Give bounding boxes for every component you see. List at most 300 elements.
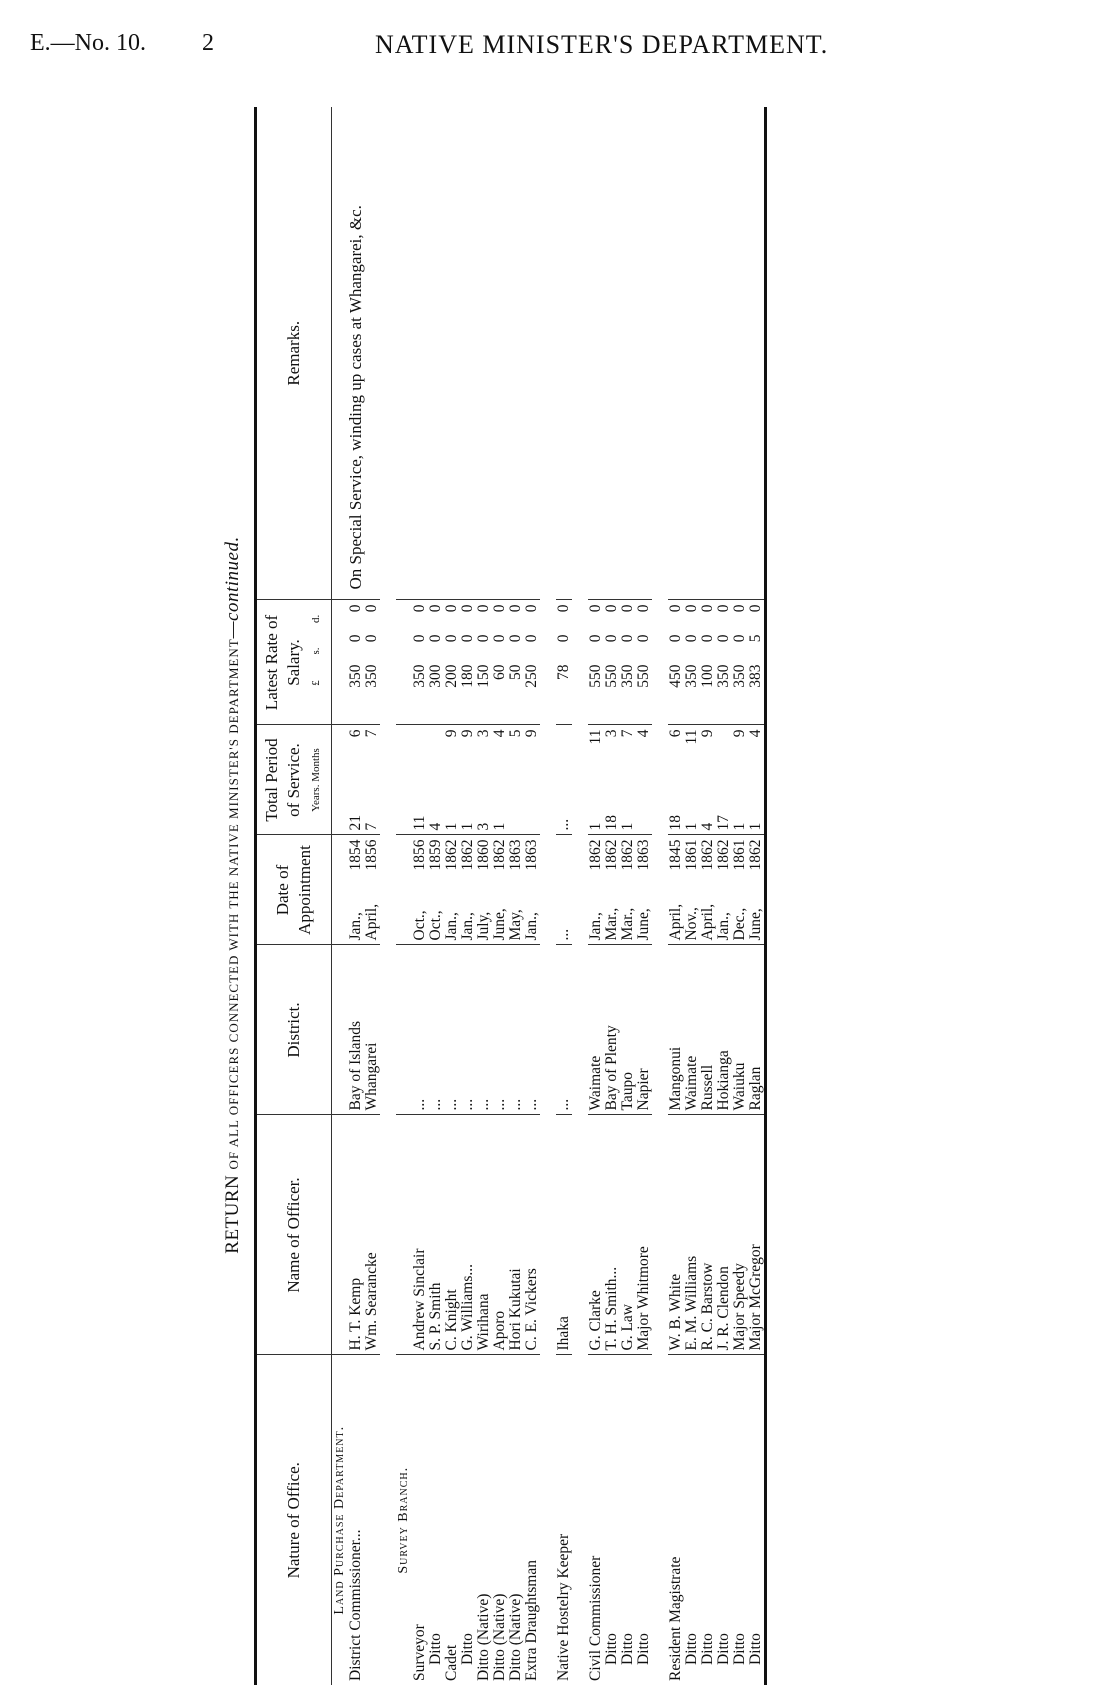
salary-shillings: 0: [475, 634, 492, 643]
appointment-date-cell: [364, 835, 380, 945]
remarks-cell: [492, 107, 508, 600]
district-cell: Waiuku: [732, 945, 748, 1115]
salary-shillings: 0: [635, 634, 652, 643]
table-row: [476, 107, 492, 1685]
service-period-cell: [508, 725, 524, 835]
salary-unit-shillings: s.: [310, 647, 322, 655]
officer-name-cell: G. Clarke: [588, 1115, 604, 1355]
table-row: [636, 107, 652, 1685]
appointment-date-cell: [588, 835, 604, 945]
office-cell: Ditto: [635, 1633, 652, 1665]
appointment-date-cell: [636, 835, 652, 945]
salary-pounds: 180: [459, 664, 476, 688]
service-years: ...: [555, 818, 572, 831]
appointment-date-cell: [428, 835, 444, 945]
service-period-cell: [700, 725, 716, 835]
salary-shillings: 0: [523, 634, 540, 643]
officers-return-table: [254, 107, 767, 1685]
officer-name-cell: G. Law: [620, 1115, 636, 1355]
appointment-month: July,: [475, 911, 492, 941]
salary-pence: 0: [443, 604, 460, 613]
appointment-month: Oct.,: [411, 910, 428, 941]
salary-pounds: 350: [363, 664, 380, 688]
appointment-month: June,: [635, 908, 652, 941]
officer-name-cell: T. H. Smith...: [604, 1115, 620, 1355]
table-row: [700, 107, 716, 1685]
empty-cell: [396, 107, 412, 600]
salary-shillings: 0: [427, 634, 444, 643]
remarks-cell: [476, 107, 492, 600]
salary-shillings: 0: [411, 634, 428, 643]
service-months: 11: [587, 729, 604, 745]
salary-shillings: 0: [555, 634, 572, 643]
salary-pence: 0: [491, 604, 508, 613]
service-months: 9: [523, 729, 540, 738]
service-years: 1: [683, 822, 700, 831]
appointment-date-cell: [348, 835, 364, 945]
district-cell: Raglan: [748, 945, 766, 1115]
salary-pounds: 550: [587, 664, 604, 688]
office-cell: Ditto (Native): [507, 1593, 524, 1681]
service-period-cell: [748, 725, 766, 835]
column-header-name: Name of Officer.: [256, 1115, 332, 1355]
column-header-salary: [256, 600, 332, 725]
table-row: [668, 107, 684, 1685]
service-months: 5: [507, 729, 524, 738]
remarks-cell: [588, 107, 604, 600]
salary-pence: 0: [363, 604, 380, 613]
service-years: 1: [459, 822, 476, 831]
district-cell: Hokianga: [716, 945, 732, 1115]
service-period-cell: [460, 725, 476, 835]
district-cell: Mangonui: [668, 945, 684, 1115]
table-row: [748, 107, 766, 1685]
appointment-year: 1860: [475, 839, 492, 871]
spacer-cell: [652, 107, 668, 1685]
appointment-year: 1856: [411, 839, 428, 871]
salary-shillings: 0: [731, 634, 748, 643]
section-heading-text: Survey Branch.: [396, 1466, 411, 1574]
appointment-year: 1863: [507, 839, 524, 871]
empty-cell: [396, 835, 412, 945]
appointment-year: 1859: [427, 839, 444, 871]
appointment-year: 1862: [459, 839, 476, 871]
salary-cell: [524, 600, 540, 725]
salary-pence: 0: [555, 604, 572, 613]
salary-pence: 0: [747, 604, 764, 613]
column-header-period-label: Total Period of Service.: [262, 738, 303, 822]
office-cell: Extra Draughtsman: [523, 1560, 540, 1681]
service-period-cell: [428, 725, 444, 835]
spacer-cell: [572, 107, 588, 1685]
office-cell: Ditto: [619, 1633, 636, 1665]
service-period-cell: [620, 725, 636, 835]
salary-unit-pounds: £: [310, 680, 322, 686]
salary-cell: [348, 600, 364, 725]
salary-shillings: 0: [715, 634, 732, 643]
service-months: 4: [491, 729, 508, 738]
service-years: 1: [619, 822, 636, 831]
remarks-cell: [428, 107, 444, 600]
office-cell: [364, 1355, 380, 1685]
office-cell: Ditto: [699, 1633, 716, 1665]
salary-pence: 0: [475, 604, 492, 613]
service-months: 4: [747, 729, 764, 738]
remarks-cell: [556, 107, 572, 600]
remarks-cell: [684, 107, 700, 600]
salary-shillings: 0: [491, 634, 508, 643]
salary-pence: 0: [411, 604, 428, 613]
salary-pence: 0: [731, 604, 748, 613]
officer-name-cell: Aporo: [492, 1115, 508, 1355]
section-spacer: [572, 107, 588, 1685]
rotated-return-table-area: [82, 95, 1092, 1695]
salary-pounds: 150: [475, 664, 492, 688]
appointment-date-cell: [524, 835, 540, 945]
table-row: [364, 107, 380, 1685]
service-years: 4: [427, 822, 444, 831]
district-cell: ...: [508, 945, 524, 1115]
service-period-cell: [412, 725, 428, 835]
district-cell: ...: [444, 945, 460, 1115]
service-period-cell: [524, 725, 540, 835]
appointment-year: 1862: [715, 839, 732, 871]
section-spacer: [652, 107, 668, 1685]
table-body: [332, 107, 766, 1685]
table-row: [412, 107, 428, 1685]
salary-cell: [444, 600, 460, 725]
appointment-year: 1861: [683, 839, 700, 871]
service-months: 7: [363, 729, 380, 738]
table-row: [348, 107, 364, 1685]
officer-name-cell: S. P. Smith: [428, 1115, 444, 1355]
return-title-lead: RETURN: [222, 1174, 243, 1254]
remarks-cell: [460, 107, 476, 600]
service-months: 4: [635, 729, 652, 738]
appointment-year: 1845: [667, 839, 684, 871]
district-cell: ...: [428, 945, 444, 1115]
officer-name-cell: C. Knight: [444, 1115, 460, 1355]
district-cell: ...: [524, 945, 540, 1115]
appointment-month: Jan.,: [587, 912, 604, 941]
column-header-date: Date of Appointment: [256, 835, 332, 945]
remarks-cell: [444, 107, 460, 600]
appointment-month: Jan.,: [715, 912, 732, 941]
salary-pounds: 350: [619, 664, 636, 688]
service-years: 11: [411, 815, 428, 831]
appointment-month: April,: [699, 903, 716, 941]
appointment-date-cell: [748, 835, 766, 945]
table-row: [732, 107, 748, 1685]
empty-cell: [396, 1115, 412, 1355]
appointment-month: Dec.,: [731, 907, 748, 941]
service-period-cell: [684, 725, 700, 835]
remarks-cell: [604, 107, 620, 600]
remarks-cell: [668, 107, 684, 600]
service-years: 4: [699, 822, 716, 831]
empty-cell: [396, 725, 412, 835]
empty-cell: [332, 600, 349, 725]
officer-name-cell: E. M. Williams: [684, 1115, 700, 1355]
table-row: [588, 107, 604, 1685]
remarks-cell: [732, 107, 748, 600]
salary-cell: [732, 600, 748, 725]
office-cell: Ditto: [748, 1355, 766, 1685]
remarks-cell: [620, 107, 636, 600]
officer-name-cell: W. B. White: [668, 1115, 684, 1355]
appointment-month: Jan.,: [523, 912, 540, 941]
appointment-year: 1862: [619, 839, 636, 871]
appointment-month: ...: [555, 928, 572, 941]
district-cell: Whangarei: [364, 945, 380, 1115]
salary-pounds: 350: [347, 664, 364, 688]
empty-cell: [332, 725, 349, 835]
column-header-district: District.: [256, 945, 332, 1115]
salary-pounds: 450: [667, 664, 684, 688]
appointment-year: 1862: [491, 839, 508, 871]
officer-name-cell: R. C. Barstow: [700, 1115, 716, 1355]
table-row: [460, 107, 476, 1685]
salary-cell: [604, 600, 620, 725]
return-title: [222, 95, 244, 1695]
salary-pounds: 350: [715, 664, 732, 688]
appointment-date-cell: [444, 835, 460, 945]
appointment-month: Mar.,: [603, 907, 620, 941]
salary-pence: 0: [459, 604, 476, 613]
salary-pounds: 250: [523, 664, 540, 688]
office-cell: Native Hostelry Keeper: [555, 1533, 572, 1681]
salary-pence: 0: [699, 604, 716, 613]
table-row: [428, 107, 444, 1685]
department-title: NATIVE MINISTER'S DEPARTMENT.: [375, 30, 829, 59]
office-cell: Civil Commissioner: [587, 1555, 604, 1681]
office-cell: Ditto (Native): [491, 1593, 508, 1681]
salary-cell: [492, 600, 508, 725]
appointment-year: 1856: [363, 839, 380, 871]
officer-name-cell: Major Whitmore: [636, 1115, 652, 1355]
district-cell: ...: [412, 945, 428, 1115]
appointment-month: Jan.,: [459, 912, 476, 941]
salary-shillings: 0: [699, 634, 716, 643]
salary-pence: 0: [683, 604, 700, 613]
salary-shillings: 0: [587, 634, 604, 643]
salary-shillings: 0: [459, 634, 476, 643]
appointment-month: June,: [747, 908, 764, 941]
table-row: [684, 107, 700, 1685]
service-months: 6: [667, 729, 684, 738]
section-heading-text: Land Purchase Department.: [332, 1425, 347, 1615]
service-period-cell: [716, 725, 732, 835]
service-period-cell: [364, 725, 380, 835]
salary-pence: 0: [347, 604, 364, 613]
column-header-salary-label: Latest Rate of Salary.: [262, 614, 303, 711]
service-period-cell: [636, 725, 652, 835]
appointment-date-cell: [604, 835, 620, 945]
salary-cell: [588, 600, 604, 725]
service-months: 7: [619, 729, 636, 738]
appointment-year: 1862: [603, 839, 620, 871]
table-row: [716, 107, 732, 1685]
appointment-date-cell: [492, 835, 508, 945]
district-cell: Taupo: [620, 945, 636, 1115]
service-years: 18: [603, 815, 620, 831]
salary-pence: 0: [507, 604, 524, 613]
salary-shillings: 0: [603, 634, 620, 643]
table-row: [444, 107, 460, 1685]
salary-cell: [476, 600, 492, 725]
salary-pence: 0: [523, 604, 540, 613]
salary-shillings: 5: [747, 634, 764, 643]
salary-pence: 0: [587, 604, 604, 613]
column-header-period: [256, 725, 332, 835]
salary-cell: [508, 600, 524, 725]
salary-pence: 0: [635, 604, 652, 613]
appointment-year: 1863: [523, 839, 540, 871]
appointment-date-cell: [412, 835, 428, 945]
salary-cell: [716, 600, 732, 725]
service-months: 9: [459, 729, 476, 738]
appointment-month: Mar.,: [619, 907, 636, 941]
empty-cell: [332, 945, 349, 1115]
appointment-year: 1854: [347, 839, 364, 871]
section-heading-row: [396, 107, 412, 1685]
salary-pounds: 200: [443, 664, 460, 688]
service-years: 1: [731, 822, 748, 831]
salary-unit-pence: d.: [310, 614, 322, 623]
salary-pounds: 100: [699, 664, 716, 688]
salary-cell: [668, 600, 684, 725]
appointment-year: 1862: [443, 839, 460, 871]
appointment-month: Oct.,: [427, 910, 444, 941]
service-period-cell: [668, 725, 684, 835]
empty-cell: [332, 1115, 349, 1355]
service-years: 1: [491, 822, 508, 831]
empty-cell: [396, 945, 412, 1115]
service-years: 18: [667, 815, 684, 831]
district-cell: Russell: [700, 945, 716, 1115]
service-months: 11: [683, 729, 700, 745]
office-cell: Ditto: [603, 1633, 620, 1665]
office-cell: Ditto: [731, 1633, 748, 1665]
appointment-year: 1862: [587, 839, 604, 871]
empty-cell: [396, 600, 412, 725]
appointment-date-cell: [732, 835, 748, 945]
officer-name-cell: Andrew Sinclair: [412, 1115, 428, 1355]
salary-cell: [556, 600, 572, 725]
salary-cell: [684, 600, 700, 725]
salary-shillings: 0: [667, 634, 684, 643]
salary-shillings: 0: [507, 634, 524, 643]
salary-pounds: 60: [491, 664, 508, 680]
office-cell: District Commissioner...: [347, 1529, 364, 1681]
service-period-cell: [444, 725, 460, 835]
salary-cell: [700, 600, 716, 725]
remarks-cell: [364, 107, 380, 600]
office-cell: Cadet: [443, 1644, 460, 1681]
salary-cell: [460, 600, 476, 725]
appointment-date-cell: [460, 835, 476, 945]
salary-pounds: 300: [427, 664, 444, 688]
salary-shillings: 0: [683, 634, 700, 643]
appointment-month: Nov.,: [683, 907, 700, 941]
remarks-cell: [748, 107, 766, 600]
appointment-month: April,: [363, 903, 380, 941]
salary-pence: 0: [667, 604, 684, 613]
salary-cell: [364, 600, 380, 725]
remarks-cell: [700, 107, 716, 600]
district-cell: ...: [556, 945, 572, 1115]
appointment-month: April,: [667, 903, 684, 941]
column-header-salary-units: [305, 605, 327, 721]
service-months: 6: [347, 729, 364, 738]
service-months: 3: [603, 729, 620, 738]
appointment-month: Jan.,: [443, 912, 460, 941]
officer-name-cell: Wirihana: [476, 1115, 492, 1355]
return-title-continued: —continued.: [222, 536, 243, 639]
appointment-date-cell: [716, 835, 732, 945]
service-months: 3: [475, 729, 492, 738]
table-row: [620, 107, 636, 1685]
district-cell: ...: [492, 945, 508, 1115]
column-header-remarks: Remarks.: [256, 107, 332, 600]
appointment-date-cell: [668, 835, 684, 945]
salary-pounds: 350: [683, 664, 700, 688]
officer-name-cell: H. T. Kemp: [348, 1115, 364, 1355]
district-cell: Napier: [636, 945, 652, 1115]
remarks-cell: [636, 107, 652, 600]
empty-cell: [332, 835, 349, 945]
service-months: 9: [443, 729, 460, 738]
office-cell: Ditto: [427, 1633, 444, 1665]
return-title-rest: OF ALL OFFICERS CONNECTED WITH THE NATIVE MINISTER'S DEPARTMENT: [226, 638, 241, 1170]
officer-name-cell: J. R. Clendon: [716, 1115, 732, 1355]
service-period-cell: [492, 725, 508, 835]
appointment-year: 1863: [635, 839, 652, 871]
office-cell: Ditto: [683, 1633, 700, 1665]
service-period-cell: [732, 725, 748, 835]
officer-name-cell: Ihaka: [556, 1115, 572, 1355]
section-spacer: [380, 107, 396, 1685]
appointment-date-cell: [620, 835, 636, 945]
district-cell: Waimate: [588, 945, 604, 1115]
document-reference: E.—No. 10.: [30, 30, 146, 56]
officer-name-cell: Major McGregor: [748, 1115, 766, 1355]
salary-shillings: 0: [347, 634, 364, 643]
district-cell: ...: [460, 945, 476, 1115]
page-number: 2: [202, 30, 214, 56]
remarks-cell: On Special Service, winding up cases at Whangarei, &c.: [348, 107, 364, 600]
salary-cell: [636, 600, 652, 725]
appointment-month: Jan.,: [347, 912, 364, 941]
office-cell: Ditto (Native): [475, 1593, 492, 1681]
service-years: 7: [363, 822, 380, 831]
district-cell: ...: [476, 945, 492, 1115]
salary-pounds: 550: [603, 664, 620, 688]
service-years: 17: [715, 815, 732, 831]
appointment-date-cell: [508, 835, 524, 945]
table-row: [492, 107, 508, 1685]
column-header-period-units: Years. Months: [310, 748, 322, 812]
appointment-month: May,: [507, 909, 524, 941]
service-period-cell: [476, 725, 492, 835]
table-row: [604, 107, 620, 1685]
district-cell: Waimate: [684, 945, 700, 1115]
spacer-cell: [540, 107, 556, 1685]
service-period-cell: [588, 725, 604, 835]
salary-pounds: 383: [747, 664, 764, 688]
salary-pence: 0: [427, 604, 444, 613]
office-cell: Ditto: [715, 1633, 732, 1665]
